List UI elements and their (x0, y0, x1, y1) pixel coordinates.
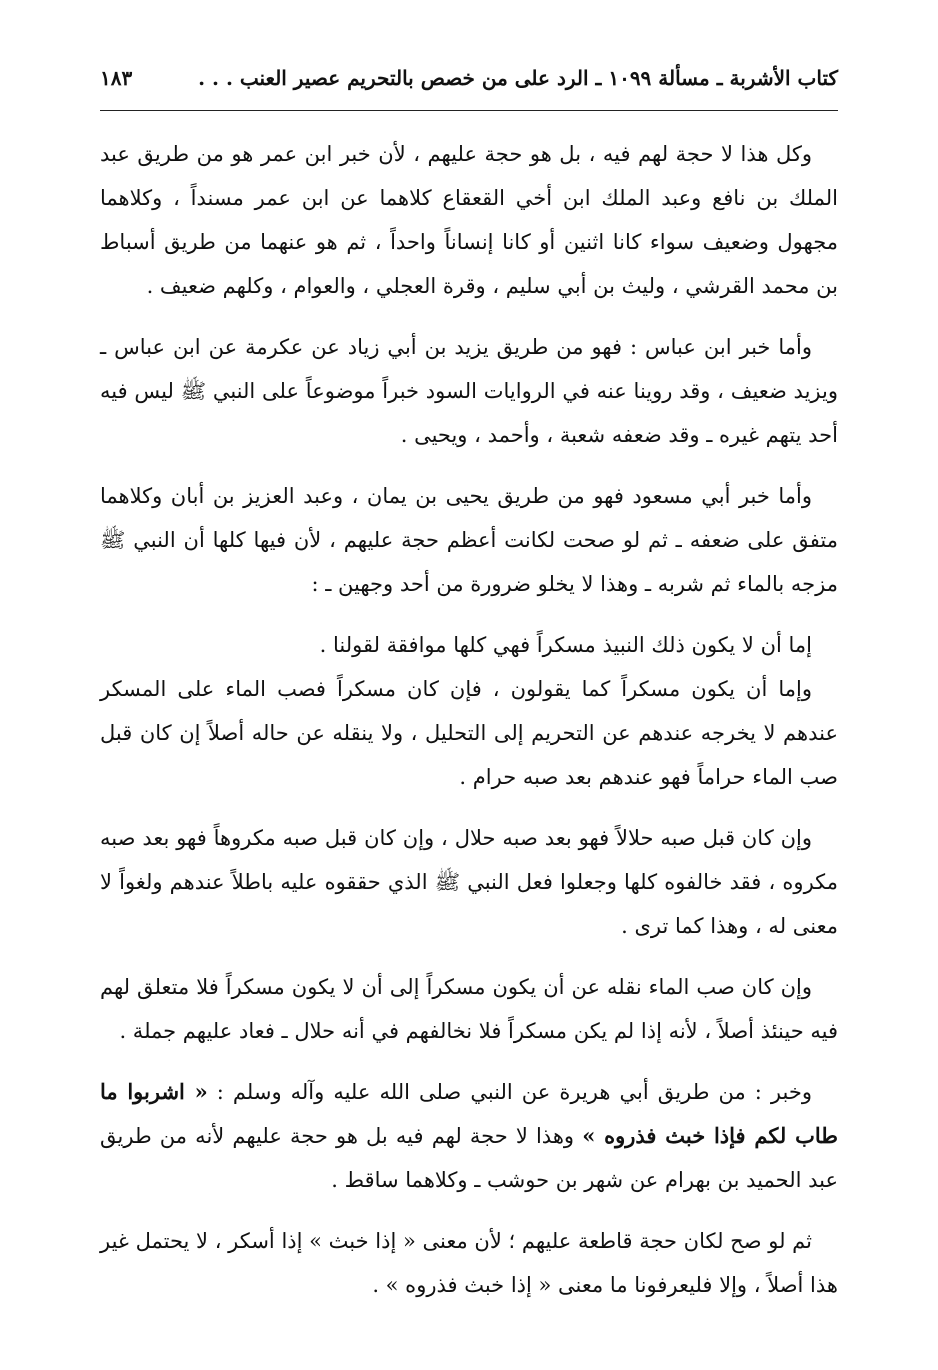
paragraph-4: إما أن لا يكون ذلك النبيذ مسكراً فهي كلها موافقة لقولنا . (319, 633, 812, 657)
paragraph-3: وأما خبر أبي مسعود فهو من طريق يحيى بن يمان ، وعبد العزيز بن أبان وكلاهما متفق على ضعفه ـ ثم لو صحت لكانت أعظم حجة عليهم ، لأن فيها كلها أن النبي ﷺ مزجه بالماء ثم شربه ـ وهذا لا يخلو ضرورة من أحد وجهين ـ : (100, 484, 838, 596)
hadith-quote: « اشربوا ما طاب لكم فإذا خبث فذروه » (100, 1079, 838, 1148)
paragraph-8-prefix: وخبر : من طريق أبي هريرة عن النبي صلى الله عليه وآله وسلم : (216, 1080, 812, 1104)
header-title: كتاب الأشربة ـ مسألة ١٠٩٩ ـ الرد على من خصص بالتحريم عصير العنب . . . (198, 66, 838, 90)
paragraph-1: وكل هذا لا حجة لهم فيه ، بل هو حجة عليهم ، لأن خبر ابن عمر هو من طريق عبد الملك بن نافع وعبد الملك ابن أخي القعقاع كلاهما عن ابن عمر مسنداً ، وكلاهما مجهول وضعيف سواء كانا اثنين أو كانا إنساناً واحداً ، ثم هو عنهما من طريق أسباط بن محمد القرشي ، وليث بن أبي سليم ، وقرة العجلي ، والعوام ، وكلهم ضعيف . (100, 142, 838, 298)
running-header (100, 58, 838, 98)
paragraph-8 (100, 1070, 838, 1202)
paragraph-9: ثم لو صح لكان حجة قاطعة عليهم ؛ لأن معنى « إذا خبث » إذا أسكر ، لا يحتمل غير هذا أصلاً ، وإلا فليعرفونا ما معنى « إذا خبث فذروه » . (100, 1229, 838, 1297)
paragraph-8-suffix: وهذا لا حجة لهم فيه بل هو حجة عليهم لأنه من طريق عبد الحميد بن بهرام عن شهر بن حوشب ـ وكلاهما ساقط . (100, 1124, 838, 1192)
paragraph-6: وإن كان قبل صبه حلالاً فهو بعد صبه حلال ، وإن كان قبل صبه مكروهاً فهو بعد صبه مكروه ، فقد خالفوه كلها وجعلوا فعل النبي ﷺ الذي حققوه عليه باطلاً عندهم ولغواً لا معنى له ، وهذا كما ترى . (100, 826, 838, 938)
paragraph-7: وإن كان صب الماء نقله عن أن يكون مسكراً إلى أن لا يكون مسكراً فلا متعلق لهم فيه حينئذ أصلاً ، لأنه إذا لم يكن مسكراً فلا نخالفهم في أنه حلال ـ فعاد عليهم جملة . (100, 975, 838, 1043)
paragraph-5: وإما أن يكون مسكراً كما يقولون ، فإن كان مسكراً فصب الماء على المسكر عندهم لا يخرجه عندهم عن التحريم إلى التحليل ، ولا ينقله عن حاله أصلاً إن كان قبل صب الماء حراماً فهو عندهم بعد صبه حرام . (100, 677, 838, 789)
body-text (100, 132, 838, 1324)
page-number: ١٨٣ (100, 66, 133, 90)
paragraph-2: وأما خبر ابن عباس : فهو من طريق يزيد بن أبي زياد عن عكرمة عن ابن عباس ـ ويزيد ضعيف ، وقد روينا عنه في الروايات السود خبراً موضوعاً على النبي ﷺ ليس فيه أحد يتهم غيره ـ وقد ضعفه شعبة ، وأحمد ، ويحيى . (100, 335, 838, 447)
header-rule (100, 110, 838, 111)
